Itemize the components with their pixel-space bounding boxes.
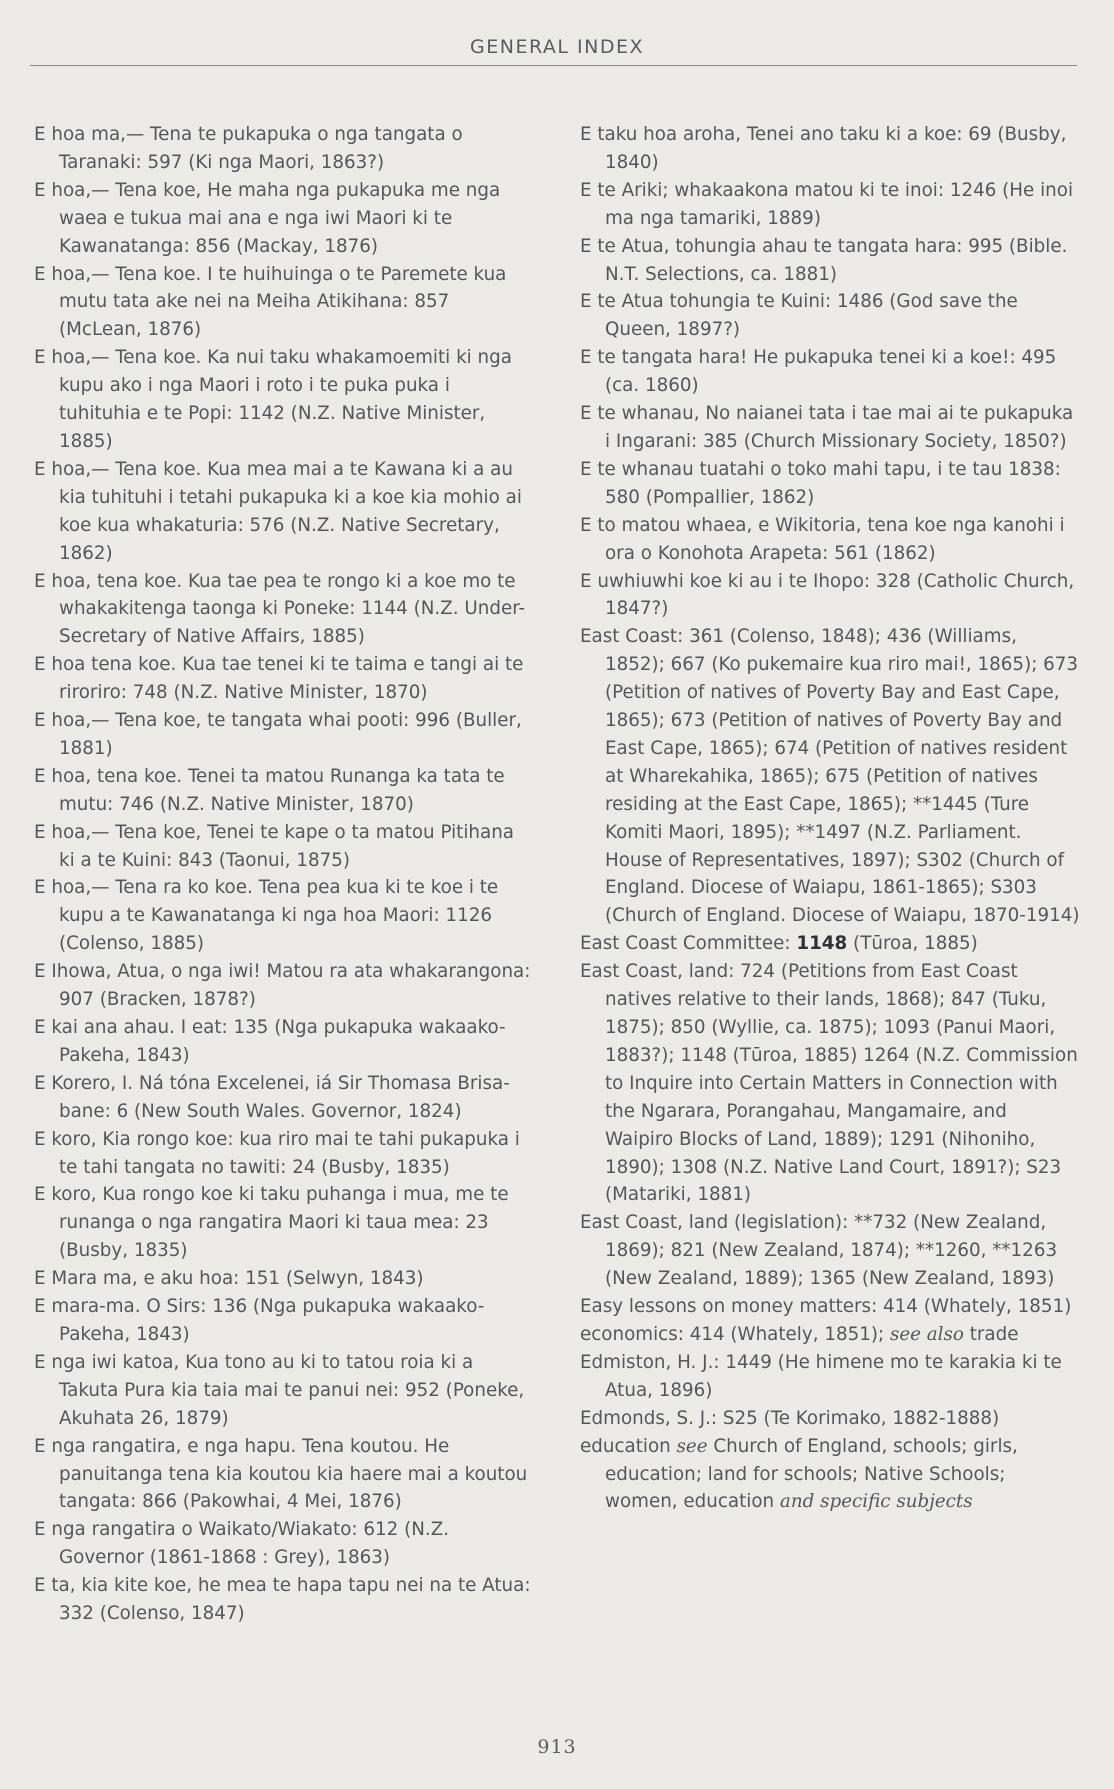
index-entry: E taku hoa aroha, Tenei ano taku ki a koe: 69 (Busby, 1840)	[580, 124, 1067, 173]
index-entry: E hoa, tena koe. Tenei ta matou Runanga ka tata te mutu: 746 (N.Z. Native Minister, 1870)	[34, 765, 505, 815]
index-entry: E nga iwi katoa, Kua tono au ki to tatou roia ki a Takuta Pura kia taia mai te panui nei: 952 (Poneke, Akuhata 26, 1879)	[34, 1351, 525, 1429]
index-entry: E hoa,— Tena ra ko koe. Tena pea kua ki te koe i te kupu a te Kawanatanga ki nga hoa Maori: 1126 (Colenso, 1885)	[34, 877, 499, 955]
index-entry: East Coast, land: 724 (Petitions from East Coast natives relative to their lands, 1868); 847 (Tuku, 1875); 850 (Wyllie, ca. 1875); 1093 (Panui Maori, 1883?); 1148 (Tūroa, 1885) 1264 (N.Z. Commission to Inquire into Certain Matters in Connection with the Ngarara, Porangahau, Mangamaire, and Waipiro Blocks of Land, 1889); 1291 (Nihoniho, 1890); 1308 (N.Z. Native Land Court, 1891?); S23 (Matariki, 1881)	[580, 961, 1078, 1206]
see-also-ref: see also	[889, 1323, 964, 1345]
see-ref: see	[676, 1435, 708, 1457]
right-column	[580, 121, 1080, 1516]
index-entry: Edmiston, H. J.: 1449 (He himene mo te karakia ki te Atua, 1896)	[580, 1351, 1062, 1401]
index-entry: E te whanau tuatahi o toko mahi tapu, i te tau 1838: 580 (Pompallier, 1862)	[580, 458, 1061, 508]
index-entry	[580, 1321, 1080, 1349]
index-entry	[580, 1433, 1080, 1517]
index-entry: E te whanau, No naianei tata i tae mai ai te pukapuka i Ingarani: 385 (Church Missionary Society, 1850?)	[580, 403, 1074, 452]
index-entry: E nga rangatira, e nga hapu. Tena koutou. He panuitanga tena kia koutou kia haere mai a koutou tangata: 866 (Pakowhai, 4 Mei, 1876)	[34, 1435, 528, 1513]
index-entry: E hoa ma,— Tena te pukapuka o nga tangata o Taranaki: 597 (Ki nga Maori, 1863?)	[34, 124, 463, 173]
index-entry: E te tangata hara! He pukapuka tenei ki a koe!: 495 (ca. 1860)	[580, 347, 1057, 397]
entry-text: economics: 414 (Whately, 1851);	[580, 1323, 890, 1345]
bold-page-ref: 1148	[796, 933, 848, 955]
index-entry: E hoa,— Tena koe. Kua mea mai a te Kawana ki a au kia tuhituhi i tetahi pukapuka ki a koe kia mohio ai koe kua whakaturia: 576 (N.Z. Native Secretary, 1862)	[34, 458, 522, 564]
index-entry: East Coast: 361 (Colenso, 1848); 436 (Williams, 1852); 667 (Ko pukemaire kua riro mai!, 1865); 673 (Petition of natives of Poverty Bay and East Cape, 1865); 673 (Petition of natives of Poverty Bay and East Cape, 1865); 674 (Petition of natives resident at Wharekahika, 1865); 675 (Petition of natives residing at the East Cape, 1865); **1445 (Ture Komiti Maori, 1895); **1497 (N.Z. Parliament. House of Representatives, 1897); S302 (Church of England. Diocese of Waiapu, 1861-1865); S303 (Church of England. Diocese of Waiapu, 1870-1914)	[580, 626, 1080, 927]
entry-text: education	[580, 1435, 677, 1457]
index-entry: E hoa,— Tena koe. I te huihuinga o te Paremete kua mutu tata ake nei na Meiha Atikihana: 857 (McLean, 1876)	[34, 263, 507, 341]
index-entry: E te Atua tohungia te Kuini: 1486 (God save the Queen, 1897?)	[580, 291, 1018, 341]
index-entry: Easy lessons on money matters: 414 (Whately, 1851)	[580, 1296, 1072, 1318]
index-entry: E hoa tena koe. Kua tae tenei ki te taima e tangi ai te riroriro: 748 (N.Z. Native Minister, 1870)	[34, 654, 524, 704]
entry-text: Church of England, schools; girls, education; land for schools; Native Schools; women, education	[605, 1435, 1018, 1513]
index-entry: E hoa,— Tena koe, He maha nga pukapuka me nga waea e tukua mai ana e nga iwi Maori ki te Kawanatanga: 856 (Mackay, 1876)	[34, 179, 501, 257]
index-entry: E koro, Kia rongo koe: kua riro mai te tahi pukapuka i te tahi tangata no tawiti: 24 (Busby, 1835)	[34, 1128, 520, 1178]
entry-text: East Coast Committee:	[580, 933, 797, 955]
specific-subjects-ref: and specific subjects	[779, 1491, 973, 1513]
index-entry: E kai ana ahau. I eat: 135 (Nga pukapuka wakaako-Pakeha, 1843)	[34, 1017, 506, 1066]
running-head: GENERAL INDEX	[470, 36, 644, 58]
index-entry: E ta, kia kite koe, he mea te hapa tapu nei na te Atua: 332 (Colenso, 1847)	[34, 1575, 531, 1625]
index-entry: East Coast, land (legislation): **732 (New Zealand, 1869); 821 (New Zealand, 1874); **1260, **1263 (New Zealand, 1889); 1365 (New Zealand, 1893)	[580, 1212, 1058, 1290]
page-number: 913	[537, 1736, 577, 1758]
index-entry: Edmonds, S. J.: S25 (Te Korimako, 1882-1888)	[580, 1407, 1000, 1429]
index-entry: E to matou whaea, e Wikitoria, tena koe nga kanohi i ora o Konohota Arapeta: 561 (1862)	[580, 514, 1065, 564]
index-entry: E hoa,— Tena koe, Tenei te kape o ta matou Pitihana ki a te Kuini: 843 (Taonui, 1875)	[34, 821, 514, 871]
index-entry: E hoa,— Tena koe, te tangata whai pooti: 996 (Buller, 1881)	[34, 710, 522, 759]
index-entry	[580, 930, 1080, 958]
index-entry: E hoa, tena koe. Kua tae pea te rongo ki a koe mo te whakakitenga taonga ki Poneke: 1144 (N.Z. Under-Secretary of Native Affairs, 1885)	[34, 570, 526, 648]
index-entry: E Korero, I. Ná tóna Excelenei, iá Sir Thomasa Brisa- bane: 6 (New South Wales. Governor, 1824)	[34, 1072, 510, 1122]
index-entry: E koro, Kua rongo koe ki taku puhanga i mua, me te runanga o nga rangatira Maori ki taua mea: 23 (Busby, 1835)	[34, 1184, 509, 1262]
index-entry: E te Ariki; whakaakona matou ki te inoi: 1246 (He inoi ma nga tamariki, 1889)	[580, 179, 1074, 229]
index-entry: E Mara ma, e aku hoa: 151 (Selwyn, 1843)	[34, 1268, 424, 1290]
index-entry: E Ihowa, Atua, o nga iwi! Matou ra ata whakarangona: 907 (Bracken, 1878?)	[34, 961, 531, 1011]
index-entry: E nga rangatira o Waikato/Wiakato: 612 (N.Z. Governor (1861-1868 : Grey), 1863)	[34, 1519, 450, 1569]
entry-text: trade	[963, 1323, 1019, 1345]
index-entry: E mara-ma. O Sirs: 136 (Nga pukapuka wakaako-Pakeha, 1843)	[34, 1296, 485, 1345]
entry-text: (Tūroa, 1885)	[847, 933, 978, 955]
header-rule	[30, 65, 1077, 66]
index-entry: E hoa,— Tena koe. Ka nui taku whakamoemiti ki nga kupu ako i nga Maori i roto i te puka puka i tuhituhia e te Popi: 1142 (N.Z. Native Minister, 1885)	[34, 347, 512, 452]
index-entry: E te Atua, tohungia ahau te tangata hara: 995 (Bible. N.T. Selections, ca. 1881)	[580, 235, 1068, 285]
left-column	[34, 121, 534, 1628]
index-entry: E uwhiuwhi koe ki au i te Ihopo: 328 (Catholic Church, 1847?)	[580, 570, 1075, 620]
